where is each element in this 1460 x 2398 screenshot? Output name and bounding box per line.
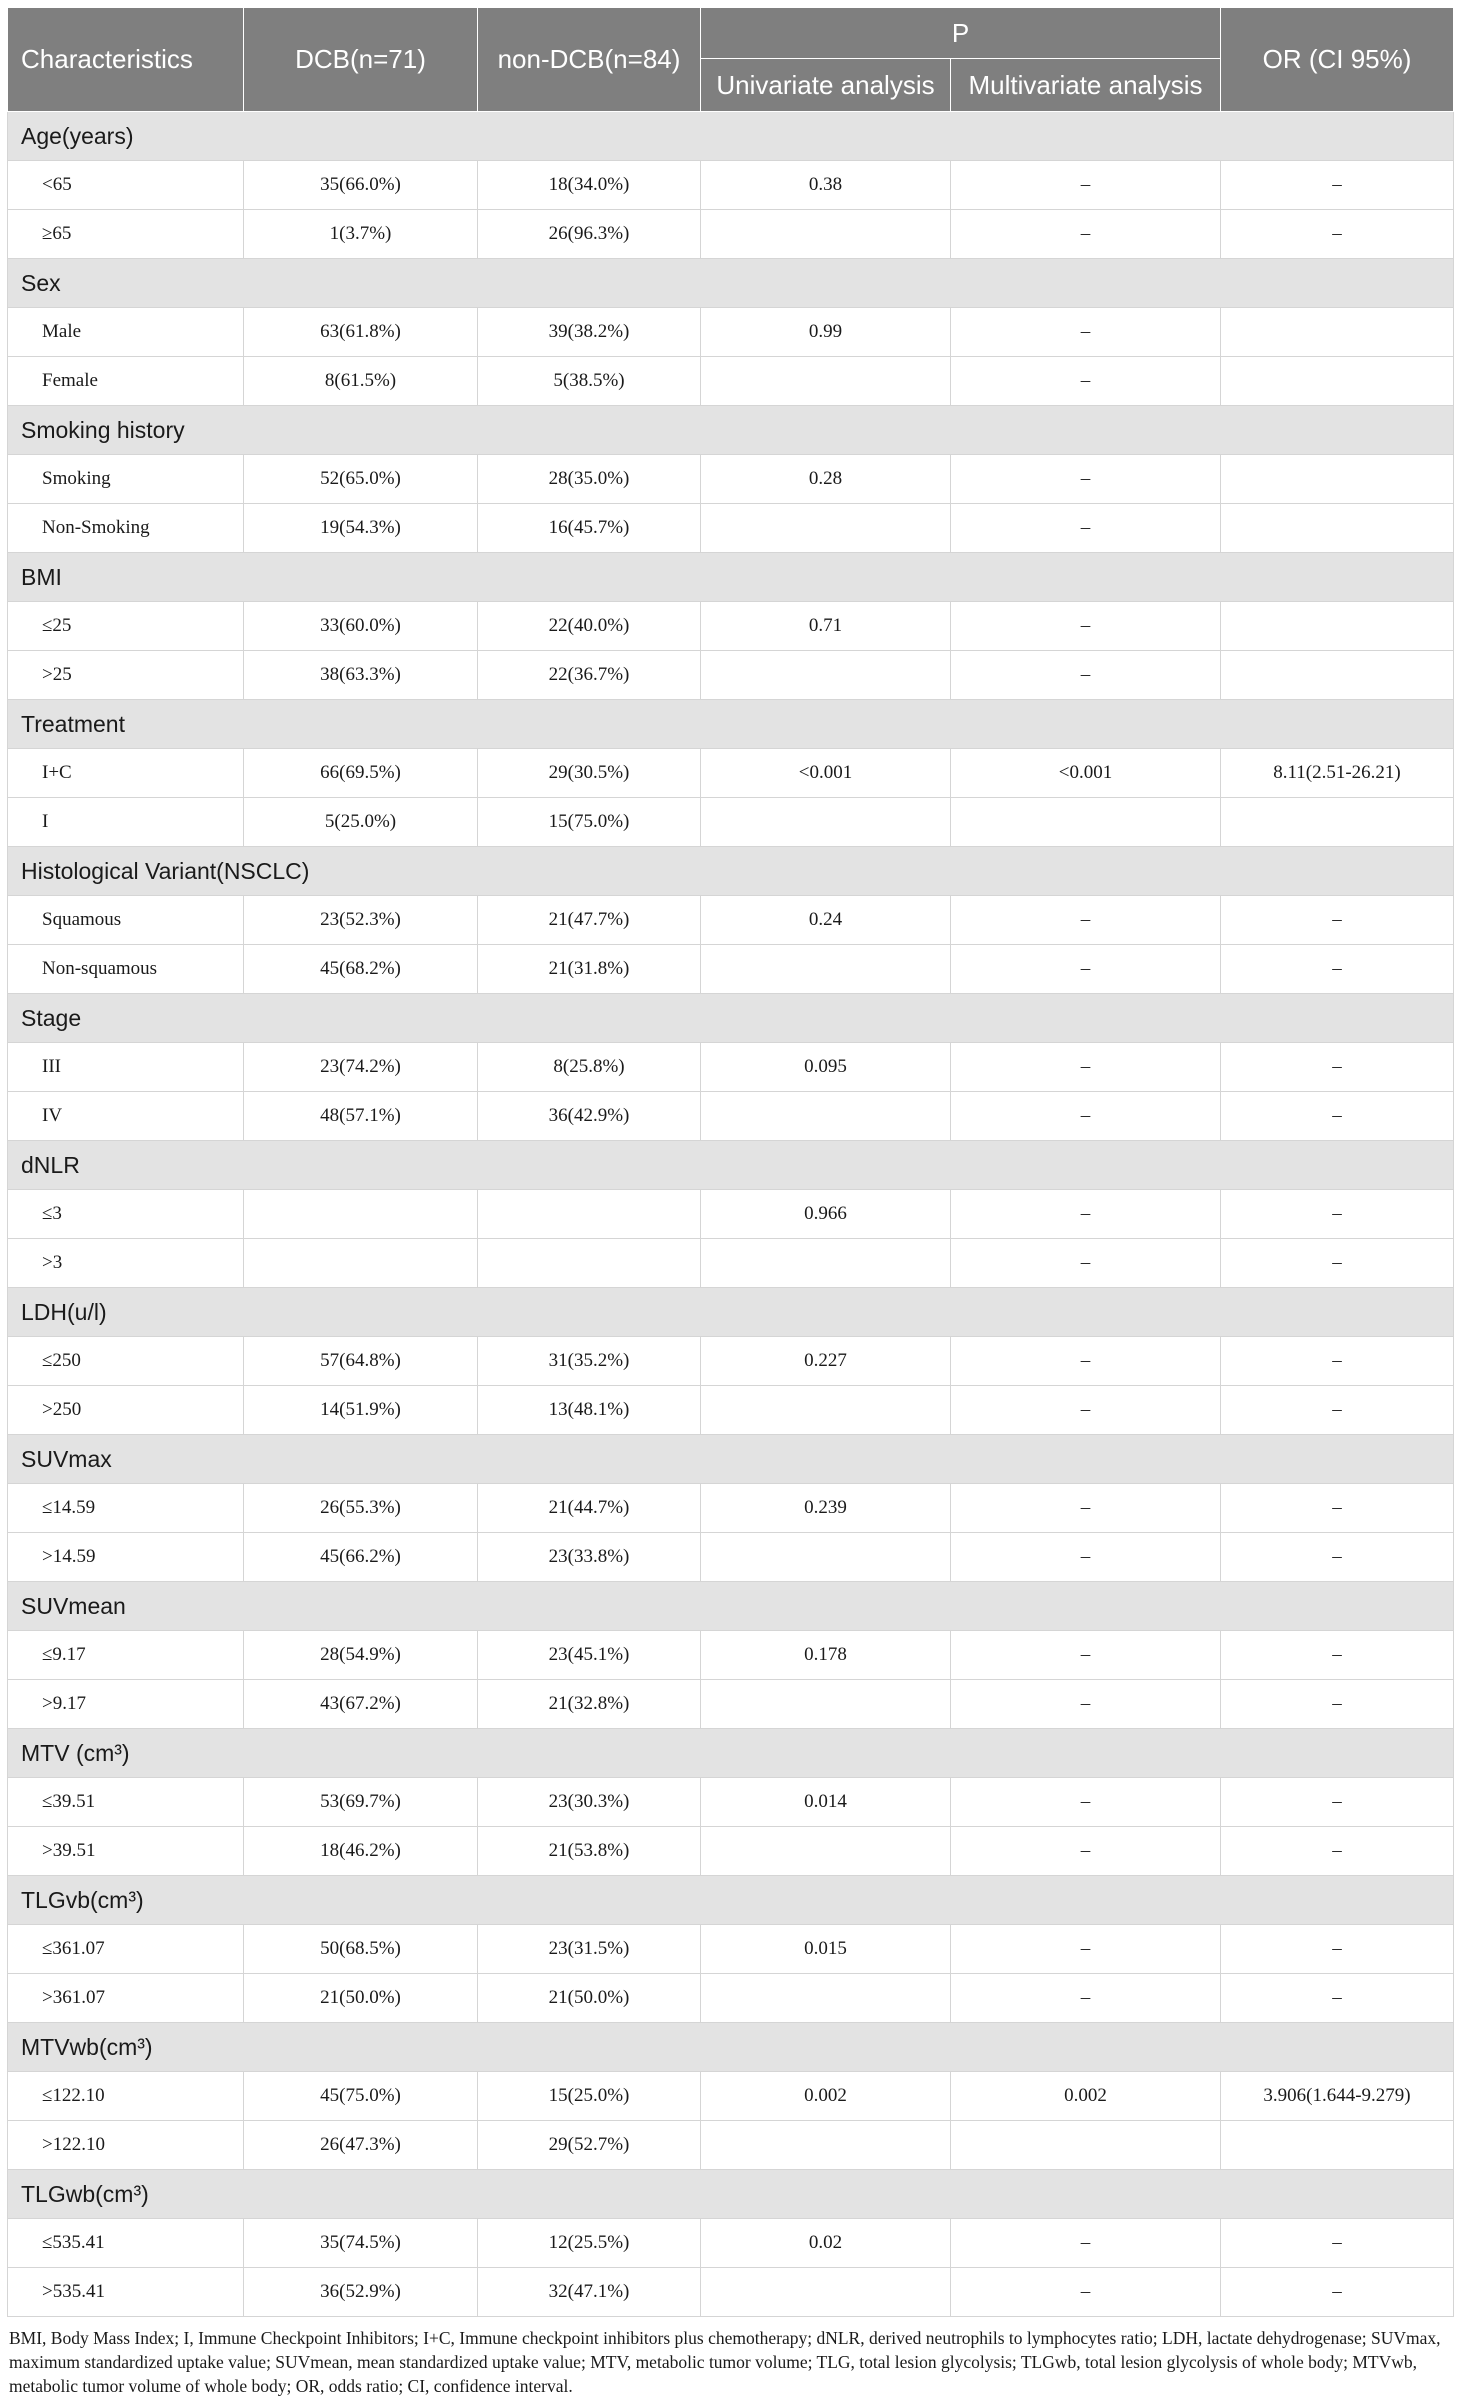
row-label: >250 [8,1386,244,1435]
row-label: Non-Smoking [8,504,244,553]
dcb-value: 21(50.0%) [244,1974,478,2023]
univariate-p: 0.015 [701,1925,951,1974]
row-label: >3 [8,1239,244,1288]
non-dcb-value: 22(40.0%) [478,602,701,651]
group-title: MTV (cm³) [8,1729,1454,1778]
non-dcb-value: 26(96.3%) [478,210,701,259]
non-dcb-value: 29(30.5%) [478,749,701,798]
row-label: Smoking [8,455,244,504]
group-title: Treatment [8,700,1454,749]
univariate-p [701,1680,951,1729]
or-value [1221,798,1454,847]
multivariate-p: – [951,896,1221,945]
univariate-p: 0.28 [701,455,951,504]
multivariate-p: – [951,1484,1221,1533]
univariate-p: 0.095 [701,1043,951,1092]
or-value: – [1221,1386,1454,1435]
group-title: Age(years) [8,112,1454,161]
row-label: Male [8,308,244,357]
non-dcb-value: 21(50.0%) [478,1974,701,2023]
row-label: I [8,798,244,847]
row-label: I+C [8,749,244,798]
table-row [8,504,1454,553]
or-value: – [1221,1533,1454,1582]
dcb-value: 35(74.5%) [244,2219,478,2268]
or-value: – [1221,1925,1454,1974]
group-header-row [8,2023,1454,2072]
non-dcb-value: 15(25.0%) [478,2072,701,2121]
row-label: Non-squamous [8,945,244,994]
table-row [8,161,1454,210]
dcb-value: 35(66.0%) [244,161,478,210]
row-label: >25 [8,651,244,700]
table-body [8,112,1454,2317]
non-dcb-value: 39(38.2%) [478,308,701,357]
or-value [1221,602,1454,651]
non-dcb-value: 13(48.1%) [478,1386,701,1435]
multivariate-p: – [951,357,1221,406]
row-label: Squamous [8,896,244,945]
row-label: >122.10 [8,2121,244,2170]
univariate-p [701,1974,951,2023]
row-label: ≤39.51 [8,1778,244,1827]
multivariate-p: – [951,2268,1221,2317]
multivariate-p: <0.001 [951,749,1221,798]
row-label: >14.59 [8,1533,244,1582]
dcb-value: 8(61.5%) [244,357,478,406]
characteristics-table [7,7,1454,2317]
table-row [8,749,1454,798]
header-non-dcb: non-DCB(n=84) [478,8,701,112]
univariate-p [701,1533,951,1582]
table-row [8,1337,1454,1386]
row-label: >9.17 [8,1680,244,1729]
or-value: – [1221,1974,1454,2023]
row-label: >535.41 [8,2268,244,2317]
multivariate-p: – [951,1827,1221,1876]
table-row [8,1778,1454,1827]
dcb-value: 45(66.2%) [244,1533,478,1582]
or-value: – [1221,2219,1454,2268]
univariate-p [701,945,951,994]
group-title: SUVmax [8,1435,1454,1484]
row-label: ≤535.41 [8,2219,244,2268]
non-dcb-value: 21(47.7%) [478,896,701,945]
table-row [8,1974,1454,2023]
univariate-p: 0.239 [701,1484,951,1533]
group-header-row [8,259,1454,308]
row-label: ≥65 [8,210,244,259]
table-row [8,1484,1454,1533]
table-header [8,8,1454,112]
non-dcb-value: 15(75.0%) [478,798,701,847]
univariate-p [701,357,951,406]
header-or: OR (CI 95%) [1221,8,1454,112]
or-value: – [1221,945,1454,994]
table-row [8,1386,1454,1435]
or-value: 8.11(2.51-26.21) [1221,749,1454,798]
multivariate-p: – [951,1680,1221,1729]
univariate-p [701,1092,951,1141]
univariate-p: 0.966 [701,1190,951,1239]
non-dcb-value: 5(38.5%) [478,357,701,406]
multivariate-p: – [951,2219,1221,2268]
or-value: – [1221,1631,1454,1680]
multivariate-p: – [951,1778,1221,1827]
row-label: ≤9.17 [8,1631,244,1680]
multivariate-p: – [951,1533,1221,1582]
multivariate-p: – [951,602,1221,651]
group-title: TLGwb(cm³) [8,2170,1454,2219]
row-label: ≤361.07 [8,1925,244,1974]
dcb-value: 19(54.3%) [244,504,478,553]
dcb-value: 50(68.5%) [244,1925,478,1974]
group-header-row [8,700,1454,749]
or-value: 3.906(1.644-9.279) [1221,2072,1454,2121]
or-value: – [1221,1092,1454,1141]
or-value: – [1221,1680,1454,1729]
dcb-value: 48(57.1%) [244,1092,478,1141]
dcb-value: 23(52.3%) [244,896,478,945]
dcb-value [244,1190,478,1239]
non-dcb-value: 23(33.8%) [478,1533,701,1582]
non-dcb-value: 23(30.3%) [478,1778,701,1827]
non-dcb-value: 36(42.9%) [478,1092,701,1141]
dcb-value: 63(61.8%) [244,308,478,357]
or-value: – [1221,1778,1454,1827]
multivariate-p: – [951,651,1221,700]
non-dcb-value: 23(45.1%) [478,1631,701,1680]
non-dcb-value [478,1239,701,1288]
non-dcb-value: 8(25.8%) [478,1043,701,1092]
or-value: – [1221,1337,1454,1386]
non-dcb-value: 21(53.8%) [478,1827,701,1876]
dcb-value: 1(3.7%) [244,210,478,259]
univariate-p: <0.001 [701,749,951,798]
or-value: – [1221,2268,1454,2317]
group-header-row [8,406,1454,455]
non-dcb-value: 32(47.1%) [478,2268,701,2317]
group-header-row [8,2170,1454,2219]
or-value: – [1221,1239,1454,1288]
table-row [8,1925,1454,1974]
or-value: – [1221,1827,1454,1876]
group-title: LDH(u/l) [8,1288,1454,1337]
multivariate-p [951,2121,1221,2170]
or-value: – [1221,896,1454,945]
table-row [8,1533,1454,1582]
group-title: TLGvb(cm³) [8,1876,1454,1925]
univariate-p [701,1386,951,1435]
multivariate-p: – [951,161,1221,210]
or-value [1221,504,1454,553]
header-dcb: DCB(n=71) [244,8,478,112]
univariate-p [701,1239,951,1288]
group-header-row [8,1876,1454,1925]
univariate-p: 0.178 [701,1631,951,1680]
table-row [8,651,1454,700]
non-dcb-value: 21(32.8%) [478,1680,701,1729]
group-title: Smoking history [8,406,1454,455]
univariate-p: 0.71 [701,602,951,651]
dcb-value: 36(52.9%) [244,2268,478,2317]
row-label: <65 [8,161,244,210]
or-value [1221,357,1454,406]
or-value: – [1221,1043,1454,1092]
group-title: MTVwb(cm³) [8,2023,1454,2072]
group-title: Sex [8,259,1454,308]
multivariate-p: – [951,504,1221,553]
row-label: ≤25 [8,602,244,651]
univariate-p: 0.24 [701,896,951,945]
univariate-p [701,798,951,847]
table-row [8,210,1454,259]
non-dcb-value: 28(35.0%) [478,455,701,504]
row-label: ≤3 [8,1190,244,1239]
table-row [8,2268,1454,2317]
univariate-p: 0.014 [701,1778,951,1827]
table-container [7,7,1453,2398]
univariate-p [701,210,951,259]
group-header-row [8,1141,1454,1190]
univariate-p: 0.02 [701,2219,951,2268]
univariate-p [701,651,951,700]
group-title: Stage [8,994,1454,1043]
table-footnote: BMI, Body Mass Index; I, Immune Checkpoint Inhibitors; I+C, Immune checkpoint inhibitors plus chemotherapy; dNLR, derived neutrophils to lymphocytes ratio; LDH, lactate dehydrogenase; SUVmax, maximum standardized uptake value; SUVmean, mean standardized uptake value; MTV, metabolic tumor volume; TLG, total lesion glycolysis; TLGwb, total lesion glycolysis of whole body; MTVwb, metabolic tumor volume of whole body; OR, odds ratio; CI, confidence interval. [9,2328,1441,2396]
dcb-value: 45(68.2%) [244,945,478,994]
multivariate-p: – [951,1631,1221,1680]
table-row [8,798,1454,847]
table-row [8,945,1454,994]
dcb-value: 43(67.2%) [244,1680,478,1729]
row-label: ≤250 [8,1337,244,1386]
or-value [1221,455,1454,504]
multivariate-p: 0.002 [951,2072,1221,2121]
dcb-value: 14(51.9%) [244,1386,478,1435]
dcb-value: 28(54.9%) [244,1631,478,1680]
or-value: – [1221,1484,1454,1533]
non-dcb-value: 22(36.7%) [478,651,701,700]
row-label: >361.07 [8,1974,244,2023]
group-header-row [8,1582,1454,1631]
table-row [8,2121,1454,2170]
table-row [8,1092,1454,1141]
or-value [1221,2121,1454,2170]
multivariate-p: – [951,1190,1221,1239]
multivariate-p: – [951,1337,1221,1386]
univariate-p: 0.002 [701,2072,951,2121]
or-value [1221,308,1454,357]
dcb-value: 5(25.0%) [244,798,478,847]
multivariate-p: – [951,1925,1221,1974]
row-label: ≤14.59 [8,1484,244,1533]
dcb-value [244,1239,478,1288]
table-row [8,1631,1454,1680]
univariate-p [701,1827,951,1876]
or-value: – [1221,161,1454,210]
header-multivariate: Multivariate analysis [951,59,1221,112]
dcb-value: 18(46.2%) [244,1827,478,1876]
group-header-row [8,847,1454,896]
non-dcb-value: 29(52.7%) [478,2121,701,2170]
dcb-value: 53(69.7%) [244,1778,478,1827]
group-header-row [8,553,1454,602]
dcb-value: 38(63.3%) [244,651,478,700]
table-row [8,455,1454,504]
non-dcb-value [478,1190,701,1239]
univariate-p: 0.38 [701,161,951,210]
multivariate-p: – [951,210,1221,259]
non-dcb-value: 18(34.0%) [478,161,701,210]
row-label: III [8,1043,244,1092]
multivariate-p: – [951,1043,1221,1092]
dcb-value: 45(75.0%) [244,2072,478,2121]
group-header-row [8,112,1454,161]
non-dcb-value: 31(35.2%) [478,1337,701,1386]
or-value: – [1221,1190,1454,1239]
table-row [8,1190,1454,1239]
univariate-p: 0.99 [701,308,951,357]
group-header-row [8,1729,1454,1778]
table-row [8,357,1454,406]
row-label: IV [8,1092,244,1141]
group-title: Histological Variant(NSCLC) [8,847,1454,896]
header-univariate: Univariate analysis [701,59,951,112]
dcb-value: 26(47.3%) [244,2121,478,2170]
multivariate-p: – [951,308,1221,357]
dcb-value: 52(65.0%) [244,455,478,504]
multivariate-p: – [951,1974,1221,2023]
dcb-value: 57(64.8%) [244,1337,478,1386]
group-title: BMI [8,553,1454,602]
multivariate-p: – [951,1386,1221,1435]
group-header-row [8,1288,1454,1337]
univariate-p [701,504,951,553]
univariate-p [701,2268,951,2317]
non-dcb-value: 21(31.8%) [478,945,701,994]
row-label: >39.51 [8,1827,244,1876]
dcb-value: 23(74.2%) [244,1043,478,1092]
dcb-value: 66(69.5%) [244,749,478,798]
table-row [8,1239,1454,1288]
non-dcb-value: 12(25.5%) [478,2219,701,2268]
dcb-value: 26(55.3%) [244,1484,478,1533]
multivariate-p: – [951,1092,1221,1141]
header-characteristics: Characteristics [8,8,244,112]
or-value: – [1221,210,1454,259]
table-row [8,896,1454,945]
table-row [8,2219,1454,2268]
table-row [8,308,1454,357]
table-row [8,602,1454,651]
header-p: P [701,8,1221,59]
multivariate-p: – [951,1239,1221,1288]
non-dcb-value: 16(45.7%) [478,504,701,553]
multivariate-p: – [951,455,1221,504]
row-label: ≤122.10 [8,2072,244,2121]
non-dcb-value: 23(31.5%) [478,1925,701,1974]
group-header-row [8,1435,1454,1484]
group-header-row [8,994,1454,1043]
group-title: SUVmean [8,1582,1454,1631]
univariate-p: 0.227 [701,1337,951,1386]
multivariate-p [951,798,1221,847]
table-row [8,1827,1454,1876]
table-row [8,2072,1454,2121]
group-title: dNLR [8,1141,1454,1190]
row-label: Female [8,357,244,406]
table-row [8,1680,1454,1729]
multivariate-p: – [951,945,1221,994]
table-row [8,1043,1454,1092]
dcb-value: 33(60.0%) [244,602,478,651]
univariate-p [701,2121,951,2170]
non-dcb-value: 21(44.7%) [478,1484,701,1533]
or-value [1221,651,1454,700]
